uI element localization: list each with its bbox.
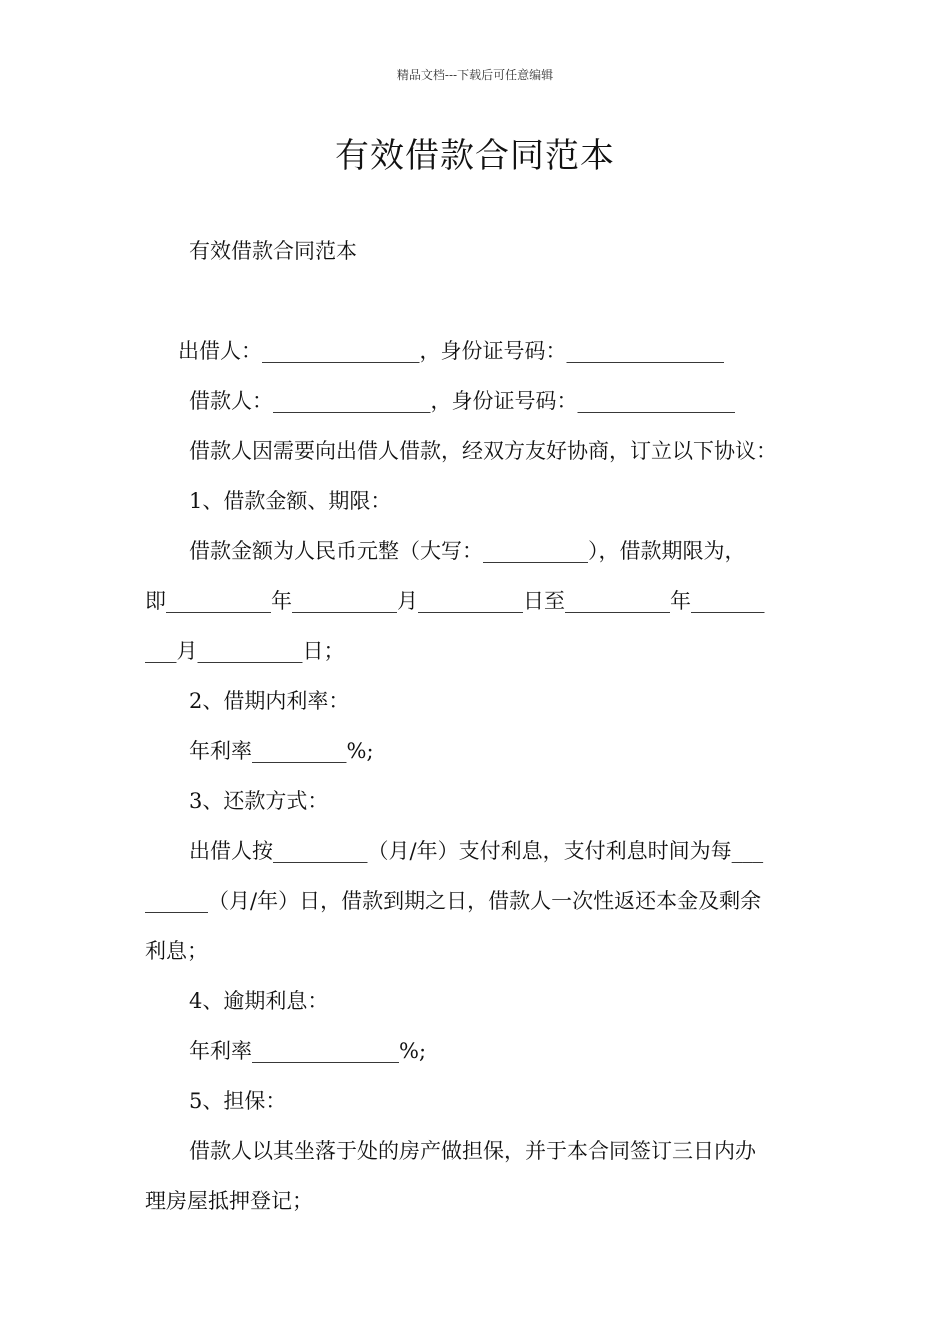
amount-line: 借款金额为人民币元整（大写：__________），借款期限为， — [189, 539, 746, 563]
document-title: 有效借款合同范本 — [335, 136, 615, 176]
preamble-line: 借款人因需要向出借人借款，经双方友好协商，订立以下协议： — [189, 439, 777, 463]
subtitle-line: 有效借款合同范本 — [189, 239, 357, 263]
guarantee-line-cont: 理房屋抵押登记； — [145, 1189, 313, 1213]
repayment-line-cont: ______（月/年）日，借款到期之日，借款人一次性返还本金及剩余 — [145, 889, 762, 913]
guarantee-line: 借款人以其坐落于处的房产做担保，并于本合同签订三日内办 — [189, 1139, 756, 1163]
borrower-line: 借款人：_______________，身份证号码：_______________ — [189, 389, 735, 413]
overdue-rate-line: 年利率______________%; — [189, 1039, 427, 1063]
annual-rate-line: 年利率_________%; — [189, 739, 374, 763]
lender-line: 出借人：_______________，身份证号码：_______________ — [178, 339, 724, 363]
term-dates-line-cont: ___月__________日； — [145, 639, 345, 663]
section-2-heading: 2、借期内利率： — [189, 689, 350, 713]
term-dates-line: 即__________年__________月__________日至__________年_______ — [145, 589, 765, 613]
repayment-line-end: 利息； — [145, 939, 208, 963]
repayment-line: 出借人按_________（月/年）支付利息，支付利息时间为每___ — [189, 839, 764, 863]
header-note: 精品文档---下载后可任意编辑 — [396, 68, 554, 82]
section-1-heading: 1、借款金额、期限： — [189, 489, 392, 513]
section-3-heading: 3、还款方式： — [189, 789, 329, 813]
section-5-heading: 5、担保： — [189, 1089, 287, 1113]
section-4-heading: 4、逾期利息： — [189, 989, 329, 1013]
